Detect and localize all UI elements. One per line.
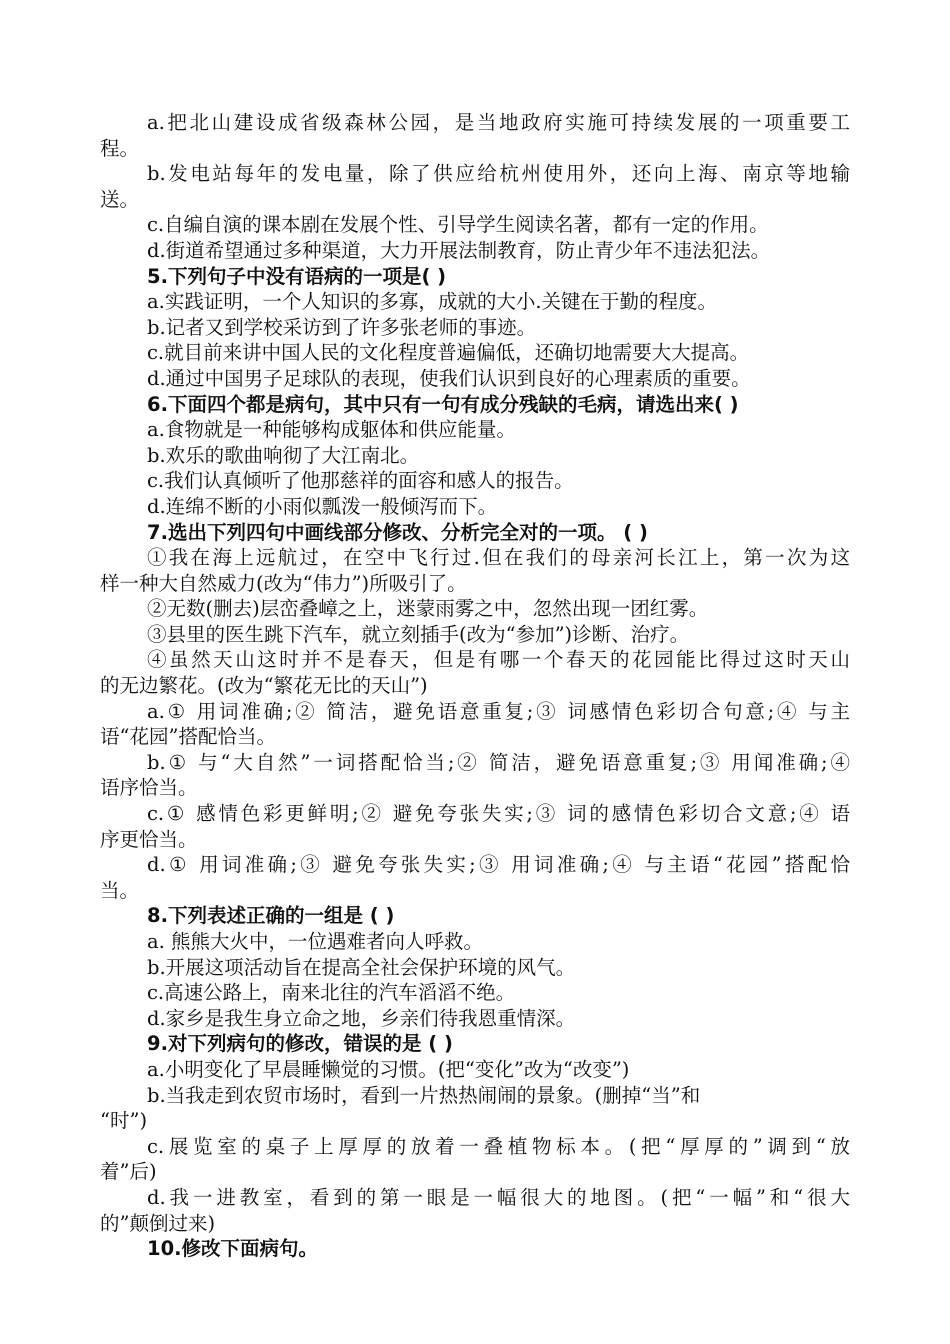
text-line: 序更恰当。 (100, 827, 198, 851)
text-line: ①我在海上远航过，在空中飞行过.但在我们的母亲河长江上，第一次为这 (147, 546, 850, 570)
text-line: c.就目前来讲中国人民的文化程度普遍偏低，还确切地需要大大提高。 (147, 341, 750, 365)
text-line: ②无数(删去)层峦叠嶂之上，迷蒙雨雾之中，忽然出现一团红雾。 (147, 597, 709, 621)
text-line: 语序恰当。 (100, 776, 198, 800)
text-line: ④虽然天山这时并不是春天，但是有哪一个春天的花园能比得过这时天山 (147, 648, 850, 672)
text-line: d.通过中国男子足球队的表现，使我们认识到良好的心理素质的重要。 (147, 366, 751, 390)
text-line: a. 熊熊大火中，一位遇难者向人呼救。 (147, 930, 484, 953)
question-heading: 10.修改下面病句。 (147, 1237, 319, 1261)
text-line: d.我一进教室，看到的第一眼是一幅很大的地图。(把“一幅”和“很大 (147, 1185, 850, 1209)
text-line: c.展览室的桌子上厚厚的放着一叠植物标本。(把“厚厚的”调到“放 (147, 1134, 850, 1158)
text-line: d.街道希望通过多种渠道，大力开展法制教育，防止青少年不违法犯法。 (147, 238, 771, 262)
text-line: b.当我走到农贸市场时，看到一片热热闹闹的景象。(删掉“当”和 (147, 1083, 701, 1107)
text-line: 送。 (100, 187, 140, 211)
question-heading: 7.选出下列四句中画线部分修改、分析完全对的一项。 ( ) (147, 520, 648, 544)
text-line: b.开展这项活动旨在提高全社会保护环境的风气。 (147, 955, 576, 979)
text-line: d.① 用词准确;③ 避免夸张失实;③ 用词准确;④ 与主语“花园”搭配恰 (147, 853, 850, 877)
document-body (100, 110, 850, 1262)
text-line: d.家乡是我生身立命之地，乡亲们待我恩重情深。 (147, 1006, 576, 1030)
text-line: b.发电站每年的发电量，除了供应给杭州使用外，还向上海、南京等地输 (147, 162, 850, 186)
text-line: a.把北山建设成省级森林公园，是当地政府实施可持续发展的一项重要工 (147, 111, 850, 134)
question-heading: 8.下列表述正确的一组是 ( ) (147, 904, 395, 928)
text-line: a.实践证明，一个人知识的多寡，成就的大小.关键在于勤的程度。 (147, 290, 718, 314)
question-heading: 9.对下列病句的修改，错误的是 ( ) (147, 1032, 453, 1056)
text-line: a.① 用词准确;② 简洁，避免语意重复;③ 词感情色彩切合句意;④ 与主 (147, 699, 850, 723)
text-line: 的”颠倒过来) (100, 1211, 216, 1235)
text-line: d.连绵不断的小雨似瓢泼一般倾泻而下。 (147, 494, 498, 518)
text-line: 当。 (100, 878, 140, 902)
text-line: ③县里的医生跳下汽车，就立刻插手(改为“参加”)诊断、治疗。 (147, 622, 690, 646)
text-line: b.欢乐的歌曲响彻了大江南北。 (147, 443, 420, 467)
text-line: c.我们认真倾听了他那慈祥的面容和感人的报告。 (147, 469, 574, 493)
text-line: 的无边繁花。(改为“繁花无比的天山”) (100, 674, 428, 698)
text-line: “时”) (100, 1109, 148, 1133)
question-heading: 5.下列句子中没有语病的一项是( ) (147, 264, 447, 288)
text-line: 程。 (100, 136, 140, 160)
text-line: b.① 与“大自然”一词搭配恰当;② 简洁，避免语意重复;③ 用闻准确;④ (147, 750, 850, 774)
text-line: c.高速公路上，南来北往的汽车滔滔不绝。 (147, 981, 516, 1005)
text-line: c.① 感情色彩更鲜明;② 避免夸张失实;③ 词的感情色彩切合文意;④ 语 (147, 802, 850, 826)
text-line: a.食物就是一种能够构成躯体和供应能量。 (147, 418, 516, 442)
text-line: b.记者又到学校采访到了许多张老师的事迹。 (147, 315, 537, 339)
text-line: c.自编自演的课本剧在发展个性、引导学生阅读名著，都有一定的作用。 (147, 213, 769, 237)
text-line: a.小明变化了早晨睡懒觉的习惯。(把“变化”改为“改变”) (147, 1057, 630, 1081)
text-line: 语“花园”搭配恰当。 (100, 725, 276, 749)
text-line: 着”后) (100, 1160, 157, 1184)
question-heading: 6.下面四个都是病句，其中只有一句有成分残缺的毛病，请选出来( ) (147, 392, 739, 416)
text-line: 样一种大自然威力(改为“伟力”)所吸引了。 (100, 571, 467, 595)
